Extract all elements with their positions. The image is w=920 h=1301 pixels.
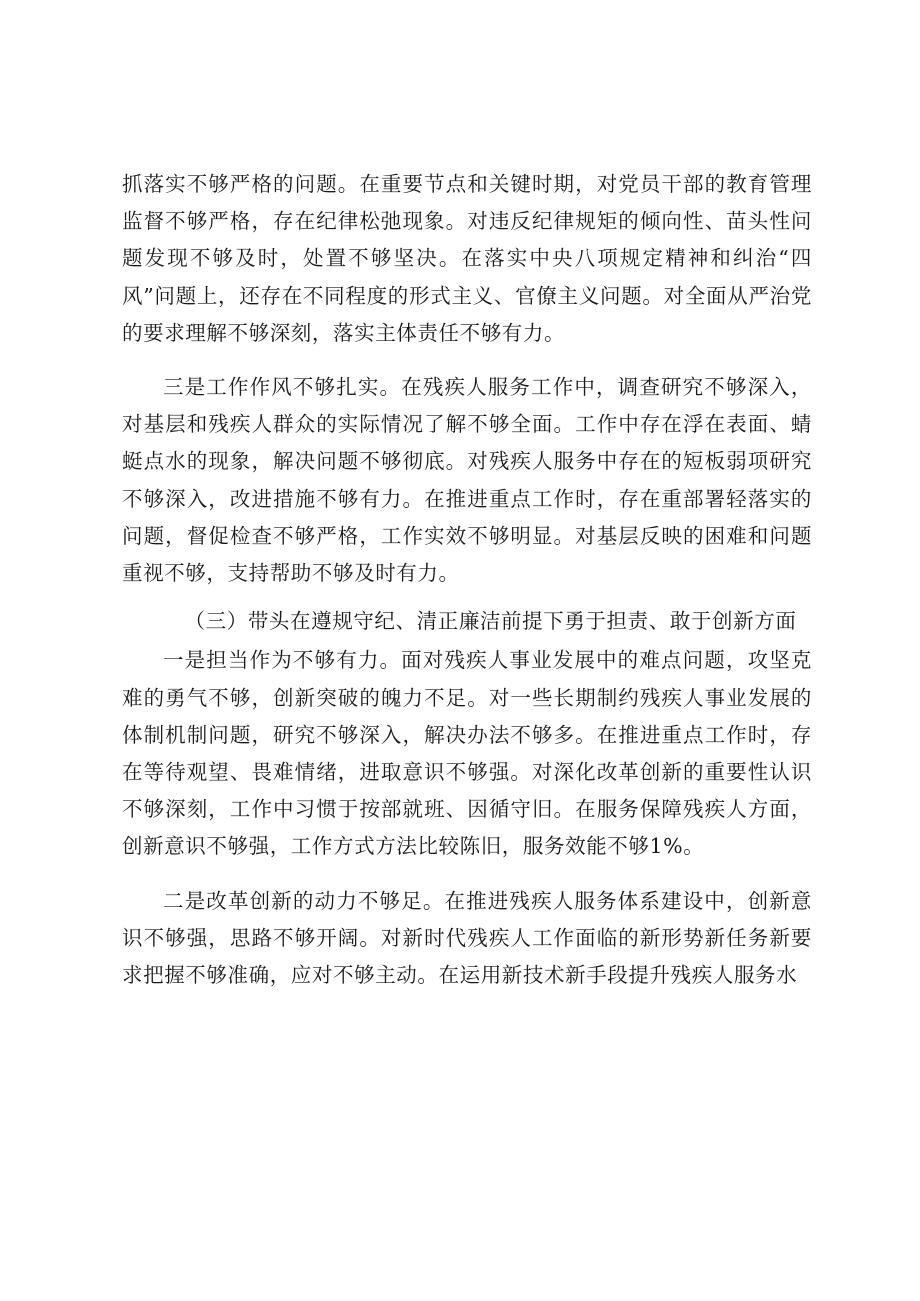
document-body — [122, 166, 812, 994]
paragraph-work-style: 三是工作作风不够扎实。在残疾人服务工作中，调查研究不够深入，对基层和残疾人群众的实际情况了解不够全面。工作中存在浮在表面、蜻蜓点水的现象，解决问题不够彻底。对残疾人服务中存在的短板弱项研究不够深入，改进措施不够有力。在推进重点工作时，存在重部署轻落实的问题，督促检查不够严格，工作实效不够明显。对基层反映的困难和问题重视不够，支持帮助不够及时有力。 — [122, 375, 812, 586]
section-heading-three: （三）带头在遵规守纪、清正廉洁前提下勇于担责、敢于创新方面 — [184, 609, 797, 634]
paragraph-discipline-continued: 抓落实不够严格的问题。在重要节点和关键时期，对党员干部的教育管理监督不够严格，存在纪律松弛现象。对违反纪律规矩的倾向性、苗头性问题发现不够及时，处置不够坚决。在落实中央八项规定精神和纠治“四风”问题上，还存在不同程度的形式主义、官僚主义问题。对全面从严治党的要求理解不够深刻，落实主体责任不够有力。 — [122, 172, 812, 345]
paragraph-responsibility: 一是担当作为不够有力。面对残疾人事业发展中的难点问题，攻坚克难的勇气不够，创新突破的魄力不足。对一些长期制约残疾人事业发展的体制机制问题，研究不够深入，解决办法不够多。在推进重点工作时，存在等待观望、畏难情绪，进取意识不够强。对深化改革创新的重要性认识不够深刻，工作中习惯于按部就班、因循守旧。在服务保障残疾人方面，创新意识不够强，工作方式方法比较陈旧，服务效能不够1%。 — [122, 648, 812, 859]
paragraph-reform-innovation: 二是改革创新的动力不够足。在推进残疾人服务体系建设中，创新意识不够强，思路不够开阔。对新时代残疾人工作面临的新形势新任务新要求把握不够准确，应对不够主动。在运用新技术新手段提升残疾人服务水 — [122, 888, 812, 988]
